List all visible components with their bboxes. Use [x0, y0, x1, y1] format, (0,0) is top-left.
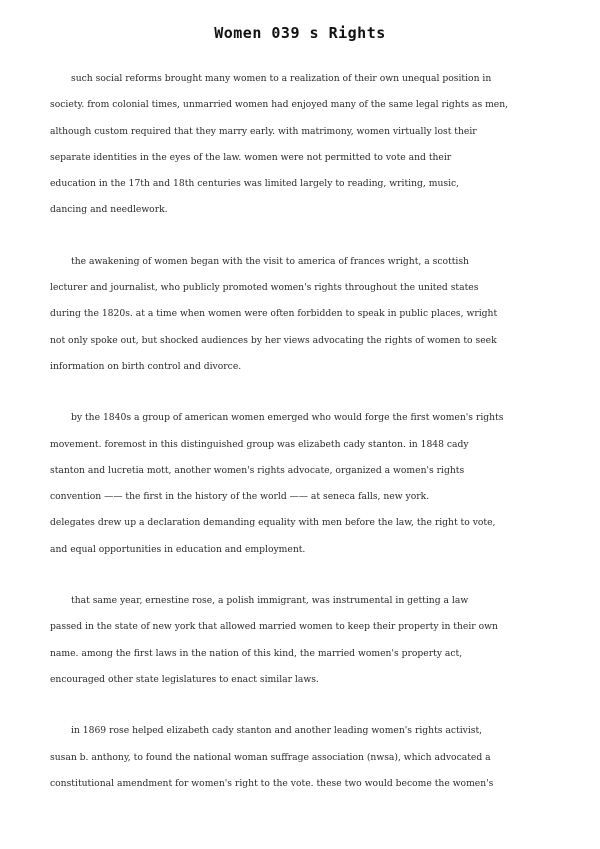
text-line: society. from colonial times, unmarried women had enjoyed many of the same legal rights as men,	[50, 99, 509, 111]
text-line: constitutional amendment for women's right to the vote. these two would become the women's	[50, 777, 494, 789]
paragraph	[50, 405, 555, 563]
text-line: by the 1840s a group of american women emerged who would forge the first women's rights	[71, 412, 504, 424]
text-line: separate identities in the eyes of the law. women were not permitted to vote and their	[50, 151, 452, 163]
text-line: information on birth control and divorce.	[50, 360, 242, 372]
paragraph	[50, 66, 555, 224]
text-line: lecturer and journalist, who publicly promoted women's rights throughout the united states	[50, 282, 479, 294]
text-line: delegates drew up a declaration demanding equality with men before the law, the right to vote,	[50, 517, 496, 529]
text-line: the awakening of women began with the visit to america of frances wright, a scottish	[71, 255, 469, 267]
text-line: and equal opportunities in education and employment.	[50, 543, 306, 555]
text-line: in 1869 rose helped elizabeth cady stanton and another leading women's rights activist,	[71, 725, 483, 737]
text-line: encouraged other state legislatures to enact similar laws.	[50, 673, 319, 685]
text-line: such social reforms brought many women to a realization of their own unequal position in	[71, 73, 492, 84]
text-line: name. among the first laws in the nation of this kind, the married women's property act,	[50, 647, 463, 659]
paragraph	[50, 718, 555, 797]
text-line: passed in the state of new york that allowed married women to keep their property in their own	[50, 621, 498, 633]
text-line: that same year, ernestine rose, a polish immigrant, was instrumental in getting a law	[71, 595, 469, 607]
text-line: movement. foremost in this distinguished group was elizabeth cady stanton. in 1848 cady	[50, 438, 469, 450]
text-line: susan b. anthony, to found the national woman suffrage association (nwsa), which advocated a	[50, 751, 491, 763]
text-line: stanton and lucretia mott, another women's rights advocate, organized a women's rights	[50, 464, 465, 476]
text-line: not only spoke out, but shocked audiences by her views advocating the rights of women to seek	[50, 334, 497, 346]
text-line: education in the 17th and 18th centuries was limited largely to reading, writing, music,	[50, 178, 460, 190]
page-title: Women 039 s Rights	[214, 24, 386, 42]
text-line: convention —— the first in the history of the world —— at seneca falls, new york.	[50, 491, 430, 503]
paragraph	[50, 588, 555, 693]
text-line: during the 1820s. at a time when women were often forbidden to speak in public places, wright	[50, 308, 498, 320]
text-line: dancing and needlework.	[50, 204, 168, 216]
text-line: although custom required that they marry early. with matrimony, women virtually lost their	[50, 125, 477, 137]
document-body	[50, 66, 555, 822]
paragraph	[50, 249, 555, 380]
